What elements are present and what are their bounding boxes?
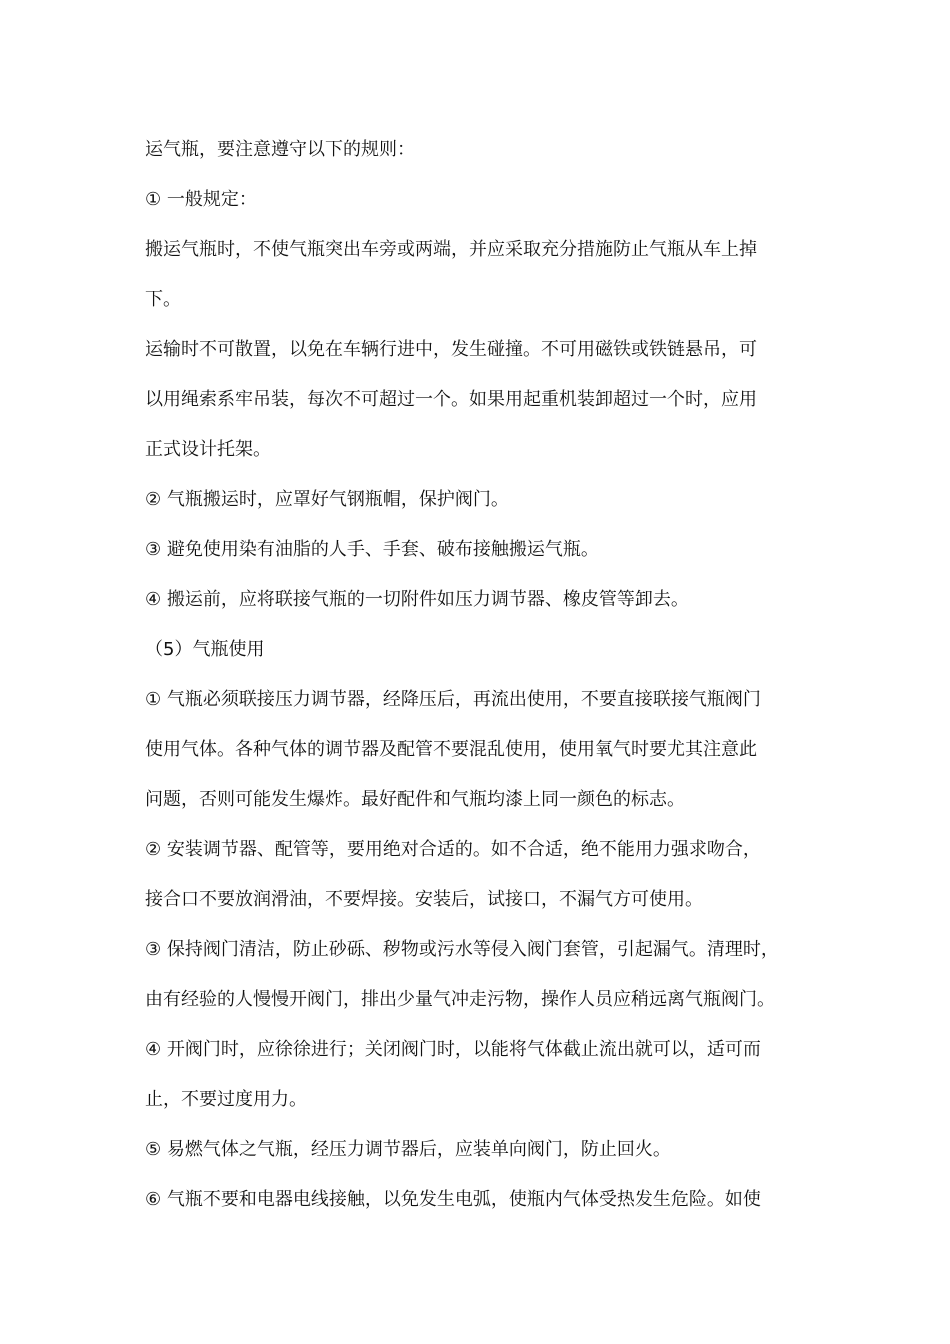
- item-3: ③ 避免使用染有油脂的人手、手套、破布接触搬运气瓶。: [145, 539, 599, 560]
- paragraph-line: ④ 开阀门时，应徐徐进行；关闭阀门时，以能将气体截止流出就可以，适可而: [145, 1039, 761, 1060]
- paragraph-line: ① 气瓶必须联接压力调节器，经降压后，再流出使用，不要直接联接气瓶阀门: [145, 689, 761, 710]
- item-2: ② 气瓶搬运时，应罩好气钢瓶帽，保护阀门。: [145, 489, 509, 510]
- paragraph-line: ⑤ 易燃气体之气瓶，经压力调节器后，应装单向阀门，防止回火。: [145, 1139, 671, 1160]
- paragraph-line: 运输时不可散置，以免在车辆行进中，发生碰撞。不可用磁铁或铁链悬吊，可: [145, 339, 757, 360]
- paragraph-line: ⑥ 气瓶不要和电器电线接触，以免发生电弧，使瓶内气体受热发生危险。如使: [145, 1189, 761, 1210]
- paragraph-intro: 运气瓶，要注意遵守以下的规则：: [145, 139, 415, 160]
- item-1-heading: ① 一般规定：: [145, 189, 257, 210]
- section-heading: （5）气瓶使用: [145, 639, 265, 660]
- paragraph-line: ② 安装调节器、配管等，要用绝对合适的。如不合适，绝不能用力强求吻合，: [145, 839, 761, 860]
- paragraph-line: 下。: [145, 289, 181, 310]
- paragraph-line: 正式设计托架。: [145, 439, 271, 460]
- document-body: [145, 125, 825, 1225]
- item-4: ④ 搬运前，应将联接气瓶的一切附件如压力调节器、橡皮管等卸去。: [145, 589, 689, 610]
- paragraph-line: 接合口不要放润滑油，不要焊接。安装后，试接口，不漏气方可使用。: [145, 889, 703, 910]
- paragraph-line: ③ 保持阀门清洁，防止砂砾、秽物或污水等侵入阀门套管，引起漏气。清理时，: [145, 939, 779, 960]
- paragraph-line: 以用绳索系牢吊装，每次不可超过一个。如果用起重机装卸超过一个时，应用: [145, 389, 757, 410]
- paragraph-line: 由有经验的人慢慢开阀门，排出少量气冲走污物，操作人员应稍远离气瓶阀门。: [145, 989, 775, 1010]
- paragraph-line: 止，不要过度用力。: [145, 1089, 307, 1110]
- paragraph-line: 搬运气瓶时，不使气瓶突出车旁或两端，并应采取充分措施防止气瓶从车上掉: [145, 239, 757, 260]
- paragraph-line: 使用气体。各种气体的调节器及配管不要混乱使用，使用氧气时要尤其注意此: [145, 739, 757, 760]
- paragraph-line: 问题，否则可能发生爆炸。最好配件和气瓶均漆上同一颜色的标志。: [145, 789, 685, 810]
